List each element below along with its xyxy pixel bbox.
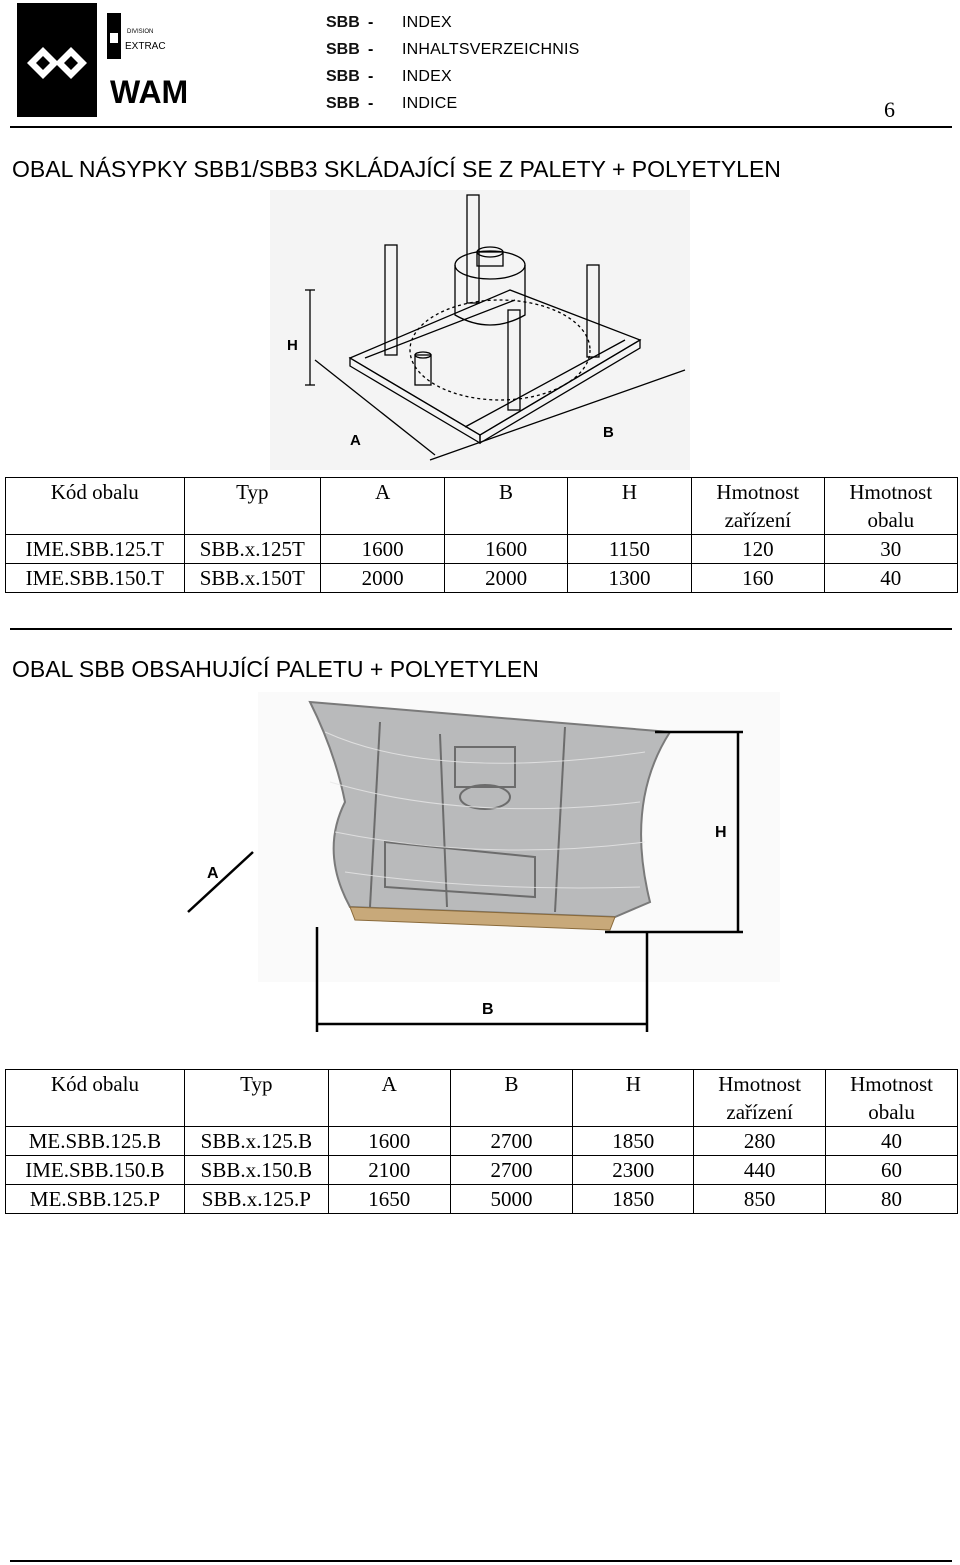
table-row [6,564,958,593]
header-divider [10,126,952,128]
table-cell: 1600 [320,535,444,564]
table-cell: SBB.x.125.P [184,1185,328,1214]
table-cell: 30 [824,535,957,564]
index-title: INDEX [402,14,452,31]
svg-text:A: A [207,865,219,882]
index-entry[interactable] [326,63,626,90]
table-cell: 440 [694,1156,826,1185]
table-cell: 2700 [450,1127,573,1156]
table-cell: 40 [824,564,957,593]
table-cell: 1150 [567,535,691,564]
table-row [6,1127,958,1156]
column-header: Hmotnost zařízení [692,478,824,535]
column-header: Hmotnost obalu [826,1070,958,1127]
column-header: B [450,1070,573,1127]
table-cell: 850 [694,1185,826,1214]
svg-text:H: H [715,824,727,841]
index-title: INHALTSVERZEICHNIS [402,41,580,58]
table-cell: 2000 [445,564,567,593]
index-entry[interactable] [326,90,626,117]
svg-text:EXTRAC: EXTRAC [125,41,166,52]
wam-logo [17,3,204,117]
index-title: INDICE [402,95,458,112]
table-cell: 160 [692,564,824,593]
table-cell: 1600 [328,1127,450,1156]
table-cell: ME.SBB.125.B [6,1127,185,1156]
table-cell: IME.SBB.150.B [6,1156,185,1185]
svg-text:B: B [603,424,614,441]
index-entry[interactable] [326,36,626,63]
table-cell: 120 [692,535,824,564]
column-header: B [445,478,567,535]
table-cell: 1850 [573,1127,694,1156]
packaging-table-1 [5,477,958,593]
table-cell: SBB.x.150.B [184,1156,328,1185]
table-cell: 40 [826,1127,958,1156]
section-title: OBAL NÁSYPKY SBB1/SBB3 SKLÁDAJÍCÍ SE Z PALETY + POLYETYLEN [12,156,781,182]
table-cell: SBB.x.150T [184,564,320,593]
column-header: A [328,1070,450,1127]
table-row [6,535,958,564]
wrapped-pallet-photo [185,692,780,1042]
index-separator: - [368,14,374,31]
table-cell: 2300 [573,1156,694,1185]
page-number: 6 [884,97,895,122]
table-cell: 1300 [567,564,691,593]
table-cell: 5000 [450,1185,573,1214]
index-title: INDEX [402,68,452,85]
table-row [6,1185,958,1214]
section-title: OBAL SBB OBSAHUJÍCÍ PALETU + POLYETYLEN [12,656,539,682]
table-cell: 2700 [450,1156,573,1185]
table-header-row [6,478,958,535]
column-header: H [573,1070,694,1127]
table-cell: 80 [826,1185,958,1214]
svg-text:A: A [350,432,361,449]
index-entry[interactable] [326,9,626,36]
column-header: A [320,478,444,535]
column-header: H [567,478,691,535]
svg-text:WAM: WAM [110,74,189,110]
table-cell: 1850 [573,1185,694,1214]
table-cell: 2000 [320,564,444,593]
packaging-table-2 [5,1069,958,1214]
table-cell: SBB.x.125.B [184,1127,328,1156]
table-cell: 280 [694,1127,826,1156]
table-cell: 2100 [328,1156,450,1185]
table-cell: IME.SBB.125.T [6,535,185,564]
svg-text:DIVISION: DIVISION [127,29,154,35]
table-cell: IME.SBB.150.T [6,564,185,593]
table-cell: 1650 [328,1185,450,1214]
table-row [6,1156,958,1185]
column-header: Hmotnost zařízení [694,1070,826,1127]
table-header-row [6,1070,958,1127]
index-code: SBB [326,14,360,31]
table-cell: ME.SBB.125.P [6,1185,185,1214]
table-cell: 1600 [445,535,567,564]
index-list [326,9,626,117]
column-header: Typ [184,1070,328,1127]
column-header: Typ [184,478,320,535]
index-separator: - [368,68,374,85]
index-code: SBB [326,41,360,58]
column-header: Hmotnost obalu [824,478,957,535]
table-cell: SBB.x.125T [184,535,320,564]
column-header: Kód obalu [6,1070,185,1127]
footer-divider [10,1560,952,1562]
index-code: SBB [326,68,360,85]
index-code: SBB [326,95,360,112]
index-separator: - [368,95,374,112]
svg-text:H: H [287,337,298,354]
hopper-pallet-drawing [265,190,695,475]
index-separator: - [368,41,374,58]
column-header: Kód obalu [6,478,185,535]
table-cell: 60 [826,1156,958,1185]
svg-text:B: B [482,1001,494,1018]
section-divider [10,628,952,630]
